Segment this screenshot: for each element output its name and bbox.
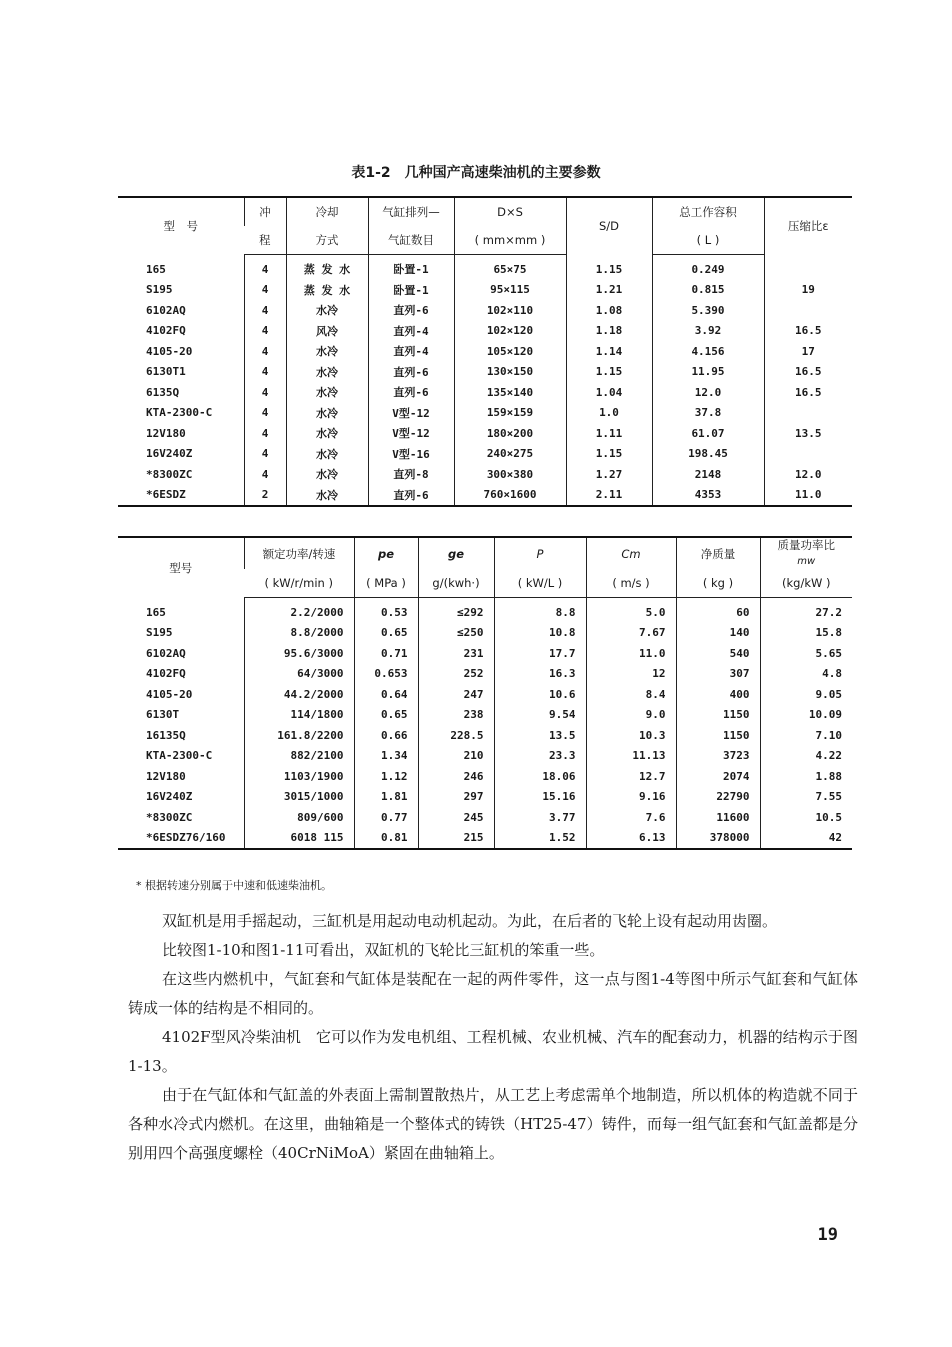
header-pe: pe: [354, 537, 418, 569]
paragraph: 比较图1-10和图1-11可看出，双缸机的飞轮比三缸机的笨重一些。: [162, 941, 605, 959]
model-cell: 165: [146, 262, 166, 276]
table-row: [118, 485, 852, 507]
table-row: [118, 362, 852, 383]
table-row: [118, 341, 852, 362]
model-cell: *6ESDZ: [118, 485, 244, 507]
page-number: 19: [817, 1225, 838, 1245]
table-cell: 16.5: [764, 382, 852, 403]
table-cell: 4: [244, 255, 286, 280]
table-cell: 11.13: [586, 746, 676, 767]
table-cell: 4: [244, 403, 286, 424]
table-cell: 水冷: [286, 444, 368, 465]
header-pe-unit: ( MPa ): [354, 569, 418, 598]
table-row: [118, 464, 852, 485]
paragraph: 双缸机是用手摇起动，三缸机是用起动电动机起动。为此，在后者的飞轮上设有起动用齿圈。: [162, 912, 778, 930]
header-cm: Cm: [586, 537, 676, 569]
table-footnote: * 根据转速分别属于中速和低速柴油机。: [136, 879, 332, 892]
table-cell: 13.5: [764, 423, 852, 444]
table-cell: 198.45: [652, 444, 764, 465]
table-cell: 16.3: [494, 664, 586, 685]
model-cell: *8300ZC: [146, 810, 193, 824]
table-cell: 10.3: [586, 725, 676, 746]
table-cell: 1.21: [566, 280, 652, 301]
table-cell: 1.15: [566, 255, 652, 280]
table-cell: 1103/1900: [244, 766, 354, 787]
table-cell: 0.66: [354, 725, 418, 746]
header-bore-stroke: D×S: [454, 197, 566, 226]
table-cell: 10.5: [760, 807, 852, 828]
table-row: [118, 705, 852, 726]
table-cell: 6.13: [586, 828, 676, 850]
table-cell: 400: [676, 684, 760, 705]
table-cell: [764, 300, 852, 321]
table-cell: 10.6: [494, 684, 586, 705]
table-cell: 直列-6: [368, 362, 454, 383]
table-cell: [764, 255, 852, 280]
table-cell: 5.390: [652, 300, 764, 321]
table-cell: 1.11: [566, 423, 652, 444]
table-cell: 直列-4: [368, 341, 454, 362]
table-row: [118, 664, 852, 685]
table-cell: 0.53: [354, 598, 418, 623]
table-cell: [764, 444, 852, 465]
table-cell: 1.0: [566, 403, 652, 424]
table-cell: 10.09: [760, 705, 852, 726]
table-row: [118, 280, 852, 301]
table-cell: 11.0: [586, 643, 676, 664]
body-text: [128, 907, 858, 1168]
header-rated-power: 额定功率/转速: [244, 537, 354, 569]
table-cell: 102×120: [454, 321, 566, 342]
table-cell: 4: [244, 280, 286, 301]
table-row: [118, 382, 852, 403]
table-cell: 114/1800: [244, 705, 354, 726]
model-cell: 6102AQ: [146, 646, 186, 660]
table-cell: 60: [676, 598, 760, 623]
table-row: [118, 598, 852, 623]
table-row: [118, 403, 852, 424]
table-cell: 4.22: [760, 746, 852, 767]
table-cell: 252: [418, 664, 494, 685]
table-cell: 12.0: [764, 464, 852, 485]
header-displacement: 总工作容积: [652, 197, 764, 226]
table-cell: 4: [244, 362, 286, 383]
header-net-mass-unit: ( kg ): [676, 569, 760, 598]
paragraph: 由于在气缸体和气缸盖的外表面上需制置散热片，从工艺上考虑需单个地制造，所以机体的构造就不同于各种水冷式内燃机。在这里，曲轴箱是一个整体式的铸铁（HT25-47）铸件，而每一组气缸套和气缸盖都是分别用四个高强度螺栓（40CrNiMoA）紧固在曲轴箱上。: [128, 1086, 858, 1162]
table-cell: 3723: [676, 746, 760, 767]
table-cell: 0.64: [354, 684, 418, 705]
table-cell: 1150: [676, 725, 760, 746]
table-cell: 2074: [676, 766, 760, 787]
table-cell: 蒸 发 水: [286, 255, 368, 280]
table-cell: 9.54: [494, 705, 586, 726]
table-cell: 8.4: [586, 684, 676, 705]
model-cell: 4105-20: [146, 687, 193, 701]
table-cell: 300×380: [454, 464, 566, 485]
model-cell: S195: [146, 626, 173, 640]
table-cell: 8.8/2000: [244, 623, 354, 644]
table-cell: 1.15: [566, 362, 652, 383]
table-cell: 0.815: [652, 280, 764, 301]
model-cell: 4102FQ: [146, 667, 186, 681]
table-cell: ≤292: [418, 598, 494, 623]
table-cell: 180×200: [454, 423, 566, 444]
table-cell: 0.249: [652, 255, 764, 280]
table-cell: 16.5: [764, 362, 852, 383]
model-cell: 6130T1: [146, 365, 186, 379]
table-cell: 42: [760, 828, 852, 850]
header-s-d: S/D: [566, 197, 652, 255]
table-cell: 159×159: [454, 403, 566, 424]
table-cell: 17: [764, 341, 852, 362]
header-cooling-2: 方式: [286, 226, 368, 255]
table-cell: 7.6: [586, 807, 676, 828]
table-cell: 11600: [676, 807, 760, 828]
table-cell: 0.81: [354, 828, 418, 850]
header-stroke: 冲: [244, 197, 286, 226]
table-cell: 27.2: [760, 598, 852, 623]
paragraph: 4102F型风冷柴油机 它可以作为发电机组、工程机械、农业机械、汽车的配套动力，机器的结构示于图1-13。: [128, 1028, 858, 1075]
table-row: [118, 787, 852, 808]
table-cell: 15.16: [494, 787, 586, 808]
table-cell: 2: [244, 485, 286, 507]
header-rated-power-unit: ( kW/r/min ): [244, 569, 354, 598]
model-cell: 4102FQ: [146, 324, 186, 338]
table-cell: 4: [244, 382, 286, 403]
table-cell: 1.15: [566, 444, 652, 465]
table-row: [118, 423, 852, 444]
table-cell: 10.8: [494, 623, 586, 644]
table-cell: 1.04: [566, 382, 652, 403]
table-cell: 95×115: [454, 280, 566, 301]
table-cell: 12.0: [652, 382, 764, 403]
table-caption: 表1-2 几种国产高速柴油机的主要参数: [351, 165, 601, 181]
table-cell: 水冷: [286, 341, 368, 362]
table-cell: 247: [418, 684, 494, 705]
table-row: [118, 684, 852, 705]
table-cell: 12: [586, 664, 676, 685]
table-cell: 11.95: [652, 362, 764, 383]
table-cell: V型-16: [368, 444, 454, 465]
table-row: [118, 766, 852, 787]
table-cell: 18.06: [494, 766, 586, 787]
table-cell: 95.6/3000: [244, 643, 354, 664]
table-cell: 1.18: [566, 321, 652, 342]
table-cell: 11.0: [764, 485, 852, 507]
table-cell: V型-12: [368, 403, 454, 424]
table-cell: 2.11: [566, 485, 652, 507]
table-cell: 水冷: [286, 300, 368, 321]
table-cell: 水冷: [286, 423, 368, 444]
table-header-row: [118, 537, 852, 569]
table-cell: 卧置-1: [368, 280, 454, 301]
model-cell: KTA-2300-C: [146, 749, 213, 763]
table-cell: 0.77: [354, 807, 418, 828]
model-cell: *8300ZC: [146, 467, 193, 481]
table-cell: 215: [418, 828, 494, 850]
table-cell: 水冷: [286, 464, 368, 485]
table-row: [118, 807, 852, 828]
table-cell: 17.7: [494, 643, 586, 664]
table-cell: 4: [244, 321, 286, 342]
header-arrangement: 气缸排列—: [368, 197, 454, 226]
table-cell: 161.8/2200: [244, 725, 354, 746]
model-cell: *6ESDZ76/160: [118, 828, 244, 850]
table-header-row: [118, 197, 852, 226]
table-cell: 135×140: [454, 382, 566, 403]
table-cell: 4353: [652, 485, 764, 507]
table-cell: 7.55: [760, 787, 852, 808]
header-displacement-unit: ( L ): [652, 226, 764, 255]
table-cell: 64/3000: [244, 664, 354, 685]
table-cell: 6018 115: [244, 828, 354, 850]
table-cell: 297: [418, 787, 494, 808]
table-cell: 4: [244, 464, 286, 485]
table-cell: 水冷: [286, 485, 368, 507]
table-cell: 210: [418, 746, 494, 767]
model-cell: 12V180: [146, 426, 186, 440]
table-cell: 1150: [676, 705, 760, 726]
table-cell: 37.8: [652, 403, 764, 424]
table-cell: 7.67: [586, 623, 676, 644]
model-cell: 6135Q: [146, 385, 180, 399]
table-cell: 4: [244, 341, 286, 362]
table-cell: 1.08: [566, 300, 652, 321]
table-row: [118, 725, 852, 746]
engine-performance-table: [118, 536, 852, 850]
table-cell: 0.65: [354, 623, 418, 644]
model-cell: 12V180: [146, 769, 186, 783]
table-row: [118, 828, 852, 850]
header-ge-unit: g/(kwh·): [418, 569, 494, 598]
table-cell: 1.52: [494, 828, 586, 850]
header-compression: 压缩比ε: [764, 197, 852, 255]
table-cell: 240×275: [454, 444, 566, 465]
table-cell: 19: [764, 280, 852, 301]
table-cell: 1.34: [354, 746, 418, 767]
table-cell: 直列-6: [368, 382, 454, 403]
table-cell: 13.5: [494, 725, 586, 746]
model-cell: KTA-2300-C: [146, 406, 213, 420]
paragraph: 在这些内燃机中，气缸套和气缸体是装配在一起的两件零件，这一点与图1-4等图中所示气缸套和气缸体铸成一体的结构是不相同的。: [128, 970, 858, 1017]
table-cell: 1.14: [566, 341, 652, 362]
table-row: [118, 321, 852, 342]
table-cell: 9.16: [586, 787, 676, 808]
table-cell: 140: [676, 623, 760, 644]
table-cell: 245: [418, 807, 494, 828]
table-cell: 23.3: [494, 746, 586, 767]
model-cell: 16V240Z: [146, 447, 193, 461]
table-cell: 4.156: [652, 341, 764, 362]
table-cell: 直列-8: [368, 464, 454, 485]
model-cell: 165: [146, 605, 166, 619]
table-cell: 1.88: [760, 766, 852, 787]
table-cell: 1.27: [566, 464, 652, 485]
table-cell: 4: [244, 300, 286, 321]
table-row: [118, 300, 852, 321]
table-cell: 540: [676, 643, 760, 664]
table-cell: 蒸 发 水: [286, 280, 368, 301]
table-row: [118, 746, 852, 767]
table-row: [118, 623, 852, 644]
table-cell: 4.8: [760, 664, 852, 685]
table-cell: 15.8: [760, 623, 852, 644]
table-cell: 3015/1000: [244, 787, 354, 808]
header-cooling: 冷却: [286, 197, 368, 226]
table-cell: [764, 403, 852, 424]
table-cell: 5.65: [760, 643, 852, 664]
header-bore-stroke-unit: ( mm×mm ): [454, 226, 566, 255]
table-cell: 105×120: [454, 341, 566, 362]
table-cell: 3.77: [494, 807, 586, 828]
table-cell: 882/2100: [244, 746, 354, 767]
table-cell: 3.92: [652, 321, 764, 342]
table-cell: 直列-6: [368, 485, 454, 507]
table-cell: 1.12: [354, 766, 418, 787]
table-cell: 307: [676, 664, 760, 685]
model-cell: 16V240Z: [146, 790, 193, 804]
table-cell: 卧置-1: [368, 255, 454, 280]
model-cell: 6130T: [146, 708, 180, 722]
table-cell: 直列-6: [368, 300, 454, 321]
table-cell: 0.653: [354, 664, 418, 685]
table-cell: 102×110: [454, 300, 566, 321]
header-cm-unit: ( m/s ): [586, 569, 676, 598]
table-row: [118, 255, 852, 280]
header-mass-power-ratio-label: 质量功率比: [777, 538, 835, 552]
table-cell: 246: [418, 766, 494, 787]
table-cell: 8.8: [494, 598, 586, 623]
table-cell: 0.71: [354, 643, 418, 664]
table-cell: 0.65: [354, 705, 418, 726]
header-stroke-2: 程: [244, 226, 286, 255]
header-mass-power-ratio: [760, 537, 852, 569]
table-cell: V型-12: [368, 423, 454, 444]
table-cell: 378000: [676, 828, 760, 850]
table-cell: 4: [244, 423, 286, 444]
table-cell: 水冷: [286, 382, 368, 403]
table-cell: 2.2/2000: [244, 598, 354, 623]
table-cell: 22790: [676, 787, 760, 808]
table-cell: 65×75: [454, 255, 566, 280]
table-cell: 1.81: [354, 787, 418, 808]
table-cell: 12.7: [586, 766, 676, 787]
table-cell: 2148: [652, 464, 764, 485]
table-cell: 风冷: [286, 321, 368, 342]
header-model: 型号: [118, 537, 244, 598]
table-cell: 16.5: [764, 321, 852, 342]
header-model: 型 号: [118, 197, 244, 255]
header-mass-power-ratio-unit: (kg/kW ): [760, 569, 852, 598]
table-cell: 水冷: [286, 403, 368, 424]
model-cell: S195: [146, 283, 173, 297]
table-cell: 5.0: [586, 598, 676, 623]
table-cell: 7.10: [760, 725, 852, 746]
table-cell: 4: [244, 444, 286, 465]
table-cell: 809/600: [244, 807, 354, 828]
table-cell: 228.5: [418, 725, 494, 746]
model-cell: 6102AQ: [146, 303, 186, 317]
header-p: P: [494, 537, 586, 569]
model-cell: 4105-20: [146, 344, 193, 358]
table-cell: 44.2/2000: [244, 684, 354, 705]
engine-parameters-table: [118, 196, 852, 507]
header-net-mass: 净质量: [676, 537, 760, 569]
table-cell: 9.05: [760, 684, 852, 705]
table-cell: 238: [418, 705, 494, 726]
table-cell: 9.0: [586, 705, 676, 726]
table-cell: 61.07: [652, 423, 764, 444]
table-cell: 231: [418, 643, 494, 664]
table-row: [118, 643, 852, 664]
table-cell: 直列-4: [368, 321, 454, 342]
header-mass-power-ratio-symbol: mw: [797, 556, 816, 567]
model-cell: 16135Q: [146, 728, 186, 742]
header-ge: ge: [418, 537, 494, 569]
table-row: [118, 444, 852, 465]
table-cell: 130×150: [454, 362, 566, 383]
header-p-unit: ( kW/L ): [494, 569, 586, 598]
table-cell: ≤250: [418, 623, 494, 644]
header-arrangement-2: 气缸数目: [368, 226, 454, 255]
table-cell: 水冷: [286, 362, 368, 383]
table-cell: 760×1600: [454, 485, 566, 507]
